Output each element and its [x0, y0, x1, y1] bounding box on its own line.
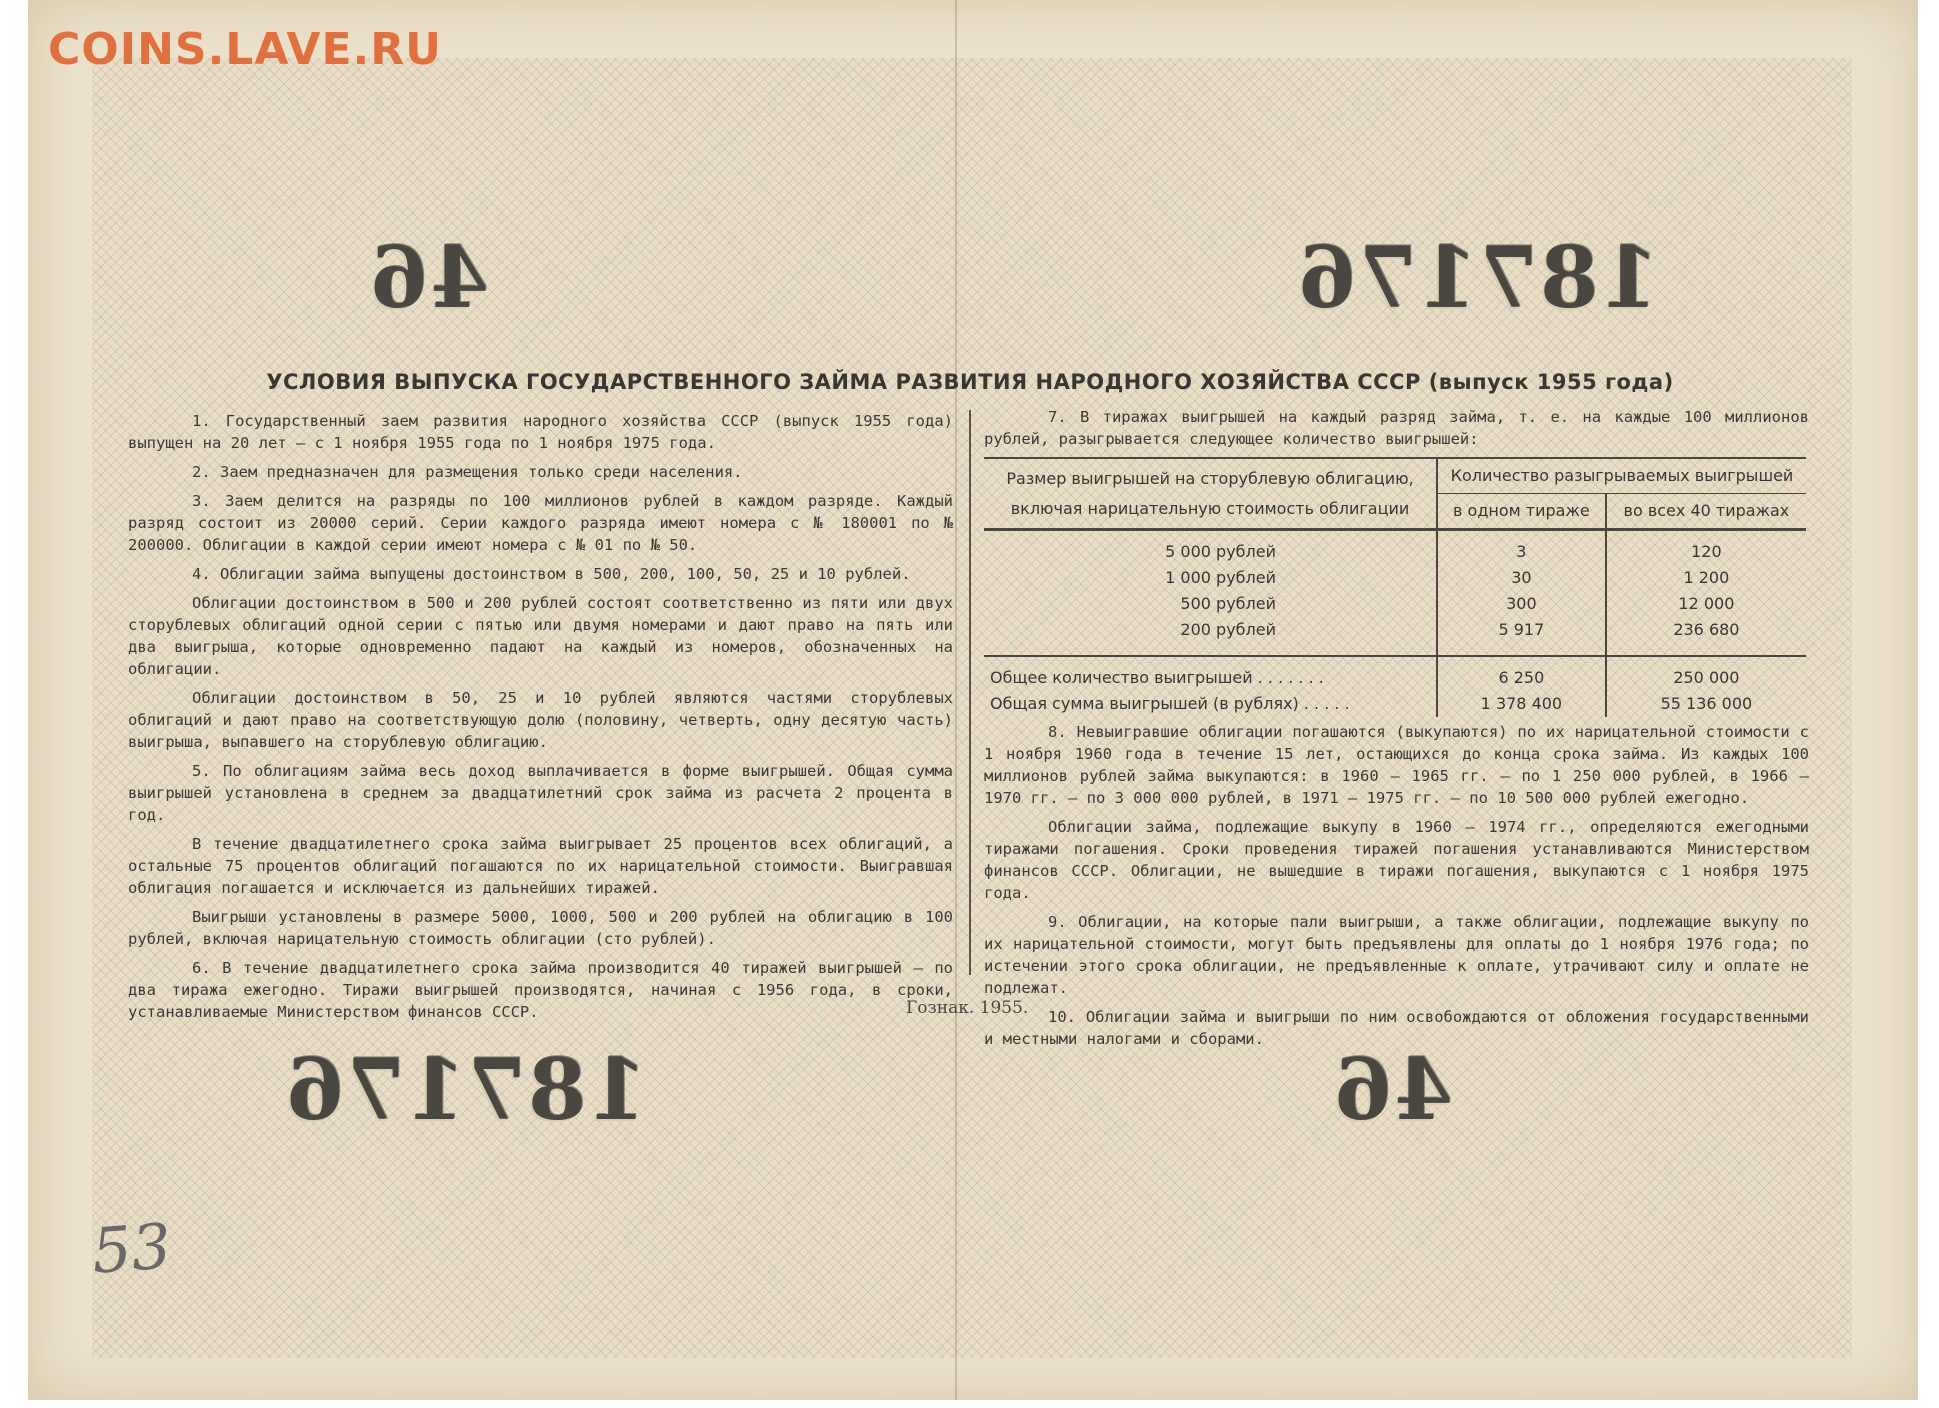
- total-count-one: 6 250: [1437, 656, 1606, 691]
- prize-all-draws: 120: [1691, 542, 1722, 561]
- table-row: [984, 591, 1806, 617]
- table-header-amount: Размер выигрышей на сторублевую облигацию, включая нарицательную стоимость облигации: [984, 458, 1437, 530]
- table-header-group: Количество разыгрываемых выигрышей: [1437, 458, 1806, 494]
- prize-amount: 500 рублей: [984, 591, 1437, 617]
- left-paragraph: Облигации достоинством в 50, 25 и 10 рублей являются частями сторублевых облигаций и дают право на соответствующую долю (половину, четверть, одну десятую часть) выигрыша, выпавшего на сторублевую облигацию.: [128, 689, 953, 751]
- prize-all-draws: 1 200: [1683, 568, 1730, 587]
- right-paragraph: 8. Невыигравшие облигации погашаются (выкупаются) по их нарицательной стоимости с 1 ноября 1960 года в течение 15 лет, остающихся до конца срока займа. Из каждых 100 миллионов рублей займа выкупаются: в 1960 — 1965 гг. — по 1 250 000 рублей, в 1966 — 1970 гг. — по 3 000 000 рублей, в 1971 — 1975 гг. — по 10 500 000 рублей ежегодно.: [984, 723, 1809, 807]
- left-paragraph: 5. По облигациям займа весь доход выплачивается в форме выигрышей. Общая сумма выигрышей установлена в среднем за двадцатилетний срок займа из расчета 2 процента в год.: [128, 762, 953, 824]
- total-count-label: Общее количество выигрышей . . . . . . .: [984, 656, 1437, 691]
- total-sum-all: 55 136 000: [1660, 694, 1753, 713]
- left-paragraph: Облигации достоинством в 500 и 200 рублей состоят соответственно из пяти или двух сторублевых облигаций одной серии с пятью или двумя номерами и дают право на пять или два выигрыша, которые одновременно падают на каждый из номеров, обозначенных на облигации.: [128, 594, 953, 678]
- prize-amount: 1 000 рублей: [984, 565, 1437, 591]
- table-header-all-draws: во всех 40 тиражах: [1606, 494, 1806, 530]
- fold-line: [955, 0, 957, 1400]
- table-total-count-row: [984, 656, 1806, 691]
- right-paragraph: Облигации займа, подлежащие выкупу в 1960 — 1974 гг., определяются ежегодными тиражами погашения. Сроки проведения тиражей погашения устанавливаются Министерством финансов СССР. Облигации, не вышедшие в тиражи погашения, выкупаются с 1 ноября 1975 года.: [984, 818, 1809, 902]
- series-number-bottom-right: 46: [1332, 1040, 1453, 1139]
- series-number-top-left: 46: [368, 228, 489, 327]
- total-sum-one: 1 378 400: [1437, 691, 1606, 717]
- prize-one-draw: 5 917: [1437, 617, 1606, 656]
- site-watermark: COINS.LAVE.RU: [48, 24, 442, 75]
- left-paragraph: Выигрыши установлены в размере 5000, 1000, 500 и 200 рублей на облигацию в 100 рублей, включая нарицательную стоимость облигации (сто рублей).: [128, 908, 953, 948]
- prize-all-draws: 12 000: [1678, 594, 1735, 613]
- left-paragraph: 6. В течение двадцатилетнего срока займа производится 40 тиражей выигрышей — по два тиража ежегодно. Тиражи выигрышей производятся, начиная с 1956 года, в сроки, устанавливаемые Министерством финансов СССР.: [128, 959, 953, 1021]
- left-paragraph: 4. Облигации займа выпущены достоинством в 500, 200, 100, 50, 25 и 10 рублей.: [192, 565, 911, 583]
- total-count-all: 250 000: [1606, 656, 1806, 691]
- conditions-title: УСЛОВИЯ ВЫПУСКА ГОСУДАРСТВЕННОГО ЗАЙМА РАЗВИТИЯ НАРОДНОГО ХОЗЯЙСТВА СССР (выпуск 1955 года): [266, 370, 1674, 394]
- left-column: [128, 410, 953, 1030]
- right-intro: 7. В тиражах выигрышей на каждый разряд займа, т. е. на каждые 100 миллионов рублей, разыгрывается следующее количество выигрышей:: [984, 408, 1809, 448]
- prize-table: [984, 457, 1806, 717]
- serial-number-top-right: 187176: [1296, 228, 1659, 327]
- left-paragraph: В течение двадцатилетнего срока займа выигрывает 25 процентов всех облигаций, а остальные 75 процентов облигаций погашаются по их нарицательной стоимости. Выигравшая облигация погашается и исключается из дальнейших тиражей.: [128, 835, 953, 897]
- prize-amount: 5 000 рублей: [984, 530, 1437, 566]
- prize-one-draw: 30: [1437, 565, 1606, 591]
- right-column: [984, 406, 1809, 1057]
- prize-one-draw: 3: [1437, 530, 1606, 566]
- prize-one-draw: 300: [1437, 591, 1606, 617]
- table-row: [984, 565, 1806, 591]
- table-row: [984, 617, 1806, 656]
- total-sum-label: Общая сумма выигрышей (в рублях) . . . . .: [984, 691, 1437, 717]
- handwritten-number: 53: [89, 1209, 174, 1288]
- prize-all-draws: 236 680: [1673, 620, 1740, 639]
- table-total-sum-row: [984, 691, 1806, 717]
- printer-mark: Гознак. 1955.: [906, 998, 1029, 1018]
- right-paragraph: 10. Облигации займа и выигрыши по ним освобождаются от обложения государственными и местными налогами и сборами.: [984, 1008, 1809, 1048]
- table-row: [984, 530, 1806, 566]
- left-paragraph: 2. Заем предназначен для размещения только среди населения.: [192, 463, 743, 481]
- left-paragraph: 3. Заем делится на разряды по 100 миллионов рублей в каждом разряде. Каждый разряд состоит из 20000 серий. Серии каждого разряда имеют номера с № 180001 по № 200000. Облигации в каждой серии имеют номера с № 01 по № 50.: [128, 492, 953, 554]
- serial-number-bottom-left: 187176: [284, 1040, 647, 1139]
- left-paragraph: 1. Государственный заем развития народного хозяйства СССР (выпуск 1955 года) выпущен на 20 лет — с 1 ноября 1955 года по 1 ноября 1975 года.: [128, 412, 953, 452]
- table-header-one-draw: в одном тираже: [1437, 494, 1606, 530]
- right-paragraph: 9. Облигации, на которые пали выигрыши, а также облигации, подлежащие выкупу по их нарицательной стоимости, могут быть предъявлены для оплаты до 1 ноября 1976 года; по истечении этого срока облигации, не предъявленные к оплате, утрачивают силу и оплате не подлежат.: [984, 913, 1809, 997]
- column-divider: [969, 410, 971, 975]
- prize-amount: 200 рублей: [984, 617, 1437, 656]
